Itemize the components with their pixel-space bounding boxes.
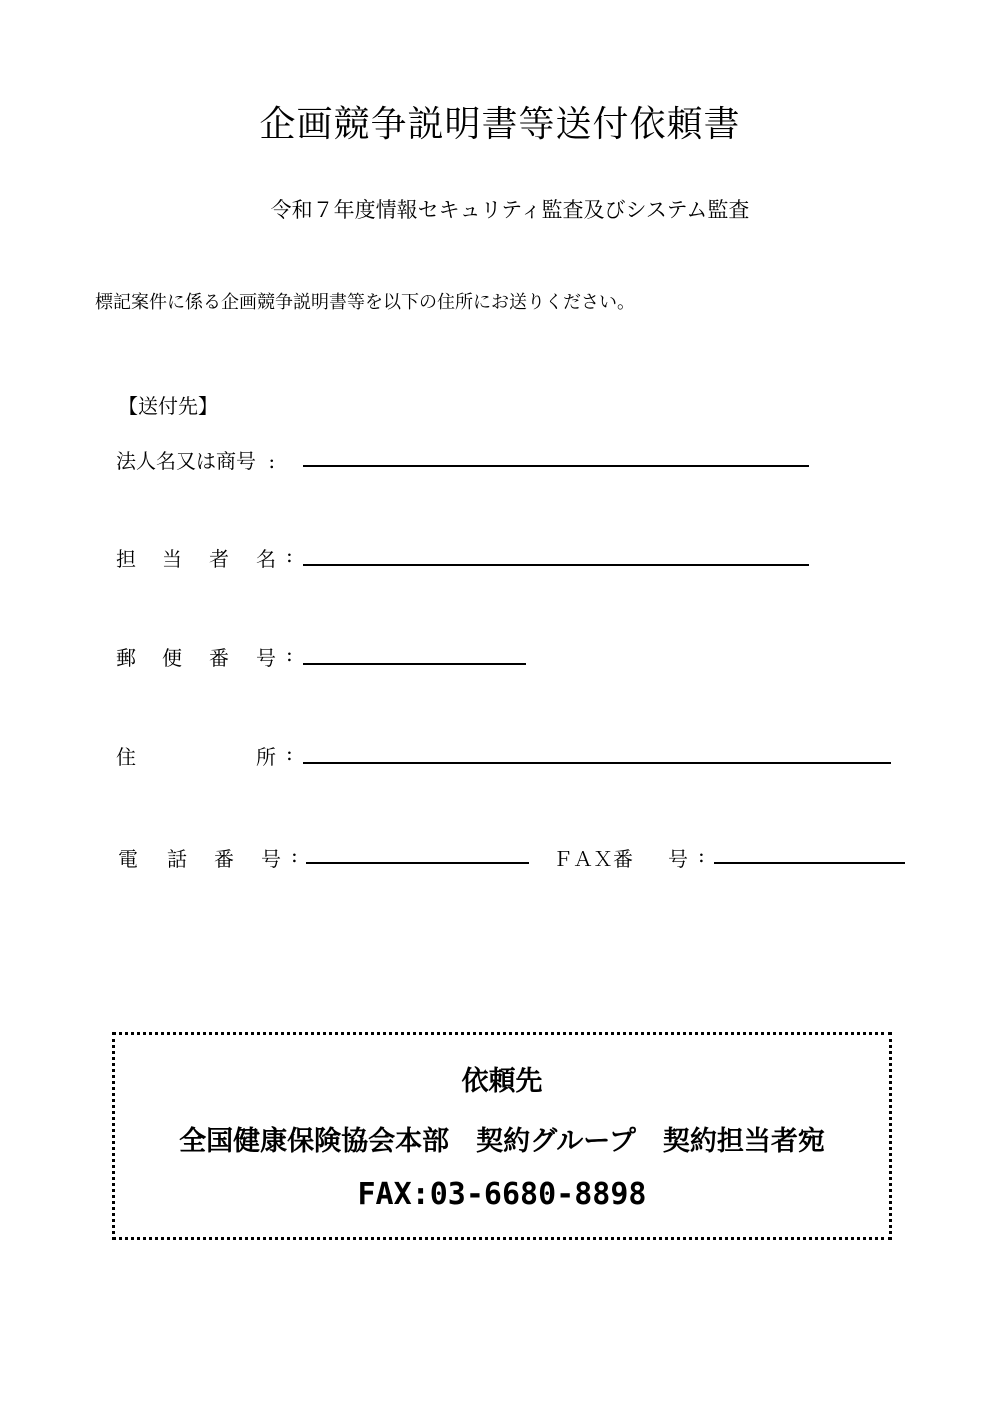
contact-person-char-1: 担 [116,547,136,571]
document-title: 企画競争説明書等送付依頼書 [259,104,741,145]
phone-char-1: 電 [118,847,138,871]
contact-person-char-3: 者 [209,547,229,571]
postal-code-char-4: 号 [256,646,276,670]
contact-person-field[interactable] [303,564,809,566]
postal-code-colon: : [286,642,293,666]
phone-field[interactable] [306,862,529,864]
phone-char-2: 話 [167,847,187,871]
company-name-label-text: 法人名又は商号 [116,449,256,473]
contact-person-char-4: 名 [256,547,276,571]
address-field[interactable] [303,762,891,764]
address-char-2: 所 [256,745,276,769]
phone-char-3: 番 [214,847,234,871]
company-name-label [116,445,275,474]
fax-label-prefix: ＦＡＸ番 [553,847,633,871]
section-heading: 【送付先】 [118,394,218,418]
phone-colon: : [291,843,298,867]
company-name-field[interactable] [303,465,809,467]
recipient-fax: FAX:03-6680-8898 [357,1177,647,1212]
recipient-heading: 依頼先 [461,1066,543,1097]
address-char-1: 住 [116,745,136,769]
address-colon: : [286,741,293,765]
recipient-organization: 全国健康保険協会本部 契約グループ 契約担当者宛 [179,1126,825,1157]
postal-code-char-3: 番 [209,646,229,670]
fax-colon: : [698,843,705,867]
contact-person-char-2: 当 [162,547,182,571]
contact-person-colon: : [286,543,293,567]
phone-char-4: 号 [261,847,281,871]
fax-field[interactable] [714,862,905,864]
postal-code-field[interactable] [303,663,526,665]
postal-code-char-2: 便 [162,646,182,670]
intro-text: 標記案件に係る企画競争説明書等を以下の住所にお送りください。 [95,292,635,313]
fax-label-suffix: 号 [668,847,688,871]
document-subtitle: 令和７年度情報セキュリティ監査及びシステム監査 [270,198,750,222]
recipient-box [112,1032,892,1240]
company-name-colon: : [268,449,276,473]
postal-code-char-1: 郵 [116,646,136,670]
